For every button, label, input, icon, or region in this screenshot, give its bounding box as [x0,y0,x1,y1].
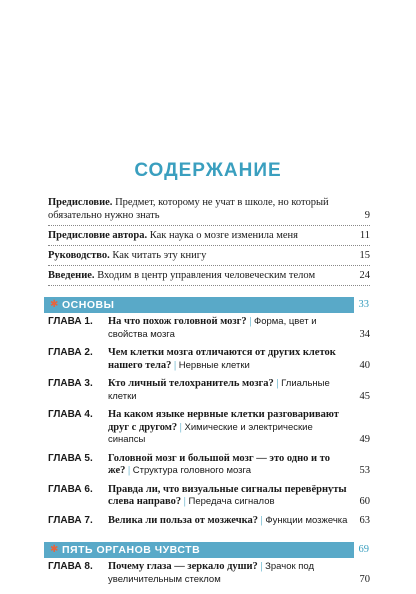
toc-entry-preface[interactable] [48,196,370,222]
divider [48,285,370,286]
separator-bar: | [276,378,279,389]
chapter-label: ГЛАВА 5. [48,452,93,464]
chapter-page: 34 [359,328,370,340]
separator-bar: | [260,561,263,572]
chapter-label: ГЛАВА 4. [48,409,93,420]
star-icon: ✱ [50,299,59,310]
chapter-subtitle: Глиальные клетки [108,378,330,402]
chapter-title: Правда ли, что визуальные сигналы перевёрнуты слева направо? [108,483,347,507]
chapter-entry[interactable] [48,406,370,450]
chapter-title: Кто личный телохранитель мозга? [108,378,274,389]
chapter-label: ГЛАВА 1. [48,316,93,327]
separator-bar: | [174,359,177,371]
entry-label: Предисловие автора. [48,230,148,241]
table-of-contents [48,196,370,589]
toc-entry-guide[interactable] [48,249,370,262]
section-page: 33 [354,297,375,313]
separator-bar: | [179,421,182,433]
entry-label: Предисловие. [48,197,113,208]
chapter-title: На каком языке нервные клетки разговаривают друг с другом? [108,409,339,433]
chapter-label: ГЛАВА 8. [48,561,93,572]
entry-page: 11 [359,230,370,241]
chapter-subtitle: Передача сигналов [188,496,275,507]
entry-label: Введение. [48,270,95,281]
separator-bar: | [128,465,131,476]
chapter-subtitle: Структура головного мозга [132,465,252,476]
chapter-subtitle: Зрачок под увеличительным стеклом [108,561,315,585]
toc-entry-introduction[interactable] [48,269,370,282]
chapter-label: ГЛАВА 7. [48,514,93,526]
chapter-page: 49 [359,434,370,445]
divider [48,225,370,226]
toc-entry-author-preface[interactable] [48,229,370,242]
intro-list [48,196,370,286]
chapter-title: Почему глаза — зеркало души? [108,561,258,572]
chapter-subtitle: Нервные клетки [178,359,250,371]
section-page: 69 [354,542,375,558]
chapter-entry[interactable] [48,313,370,344]
divider [48,245,370,246]
chapter-title: Велика ли польза от мозжечка? [108,514,259,526]
section-name: ПЯТЬ ОРГАНОВ ЧУВСТВ [62,544,201,556]
chapter-subtitle: Функции мозжечка [265,514,348,526]
chapter-subtitle: Форма, цвет и свойства мозга [108,316,317,340]
separator-bar: | [249,316,252,327]
chapter-page: 70 [359,573,370,585]
entry-page: 9 [364,210,370,221]
entry-text: Предмет, которому не учат в школе, но который обязательно нужно знать [48,197,329,221]
entry-page: 24 [359,270,370,281]
section-name: ОСНОВЫ [62,299,115,311]
chapter-page: 40 [359,359,370,371]
chapter-label: ГЛАВА 2. [48,347,93,358]
chapter-label: ГЛАВА 3. [48,378,93,389]
chapter-entry[interactable] [48,558,370,589]
page-title: СОДЕРЖАНИЕ [134,160,282,181]
chapter-entry[interactable] [48,375,370,406]
chapter-page: 63 [359,514,370,526]
section-header-basics[interactable] [44,297,374,313]
chapter-entry[interactable] [48,344,370,375]
chapter-entry[interactable] [48,450,370,481]
entry-text: Входим в центр управления человеческим телом [97,270,316,281]
section-header-five-senses[interactable] [44,542,374,558]
chapter-page: 45 [359,390,370,402]
divider [48,265,370,266]
separator-bar: | [260,514,263,526]
entry-text: Как наука о мозге изменила меня [149,230,299,241]
entry-page: 15 [359,250,370,261]
chapter-subtitle: Химические и электрические синапсы [108,421,313,445]
entry-label: Руководство. [48,250,110,261]
chapter-title: Головной мозг и большой мозг — это одно и то же? [108,452,330,476]
chapter-label: ГЛАВА 6. [48,483,93,495]
chapter-title: На что похож головной мозг? [108,316,247,327]
chapter-entry[interactable] [48,481,370,512]
chapter-page: 53 [359,465,370,476]
chapter-entry[interactable] [48,512,370,531]
star-icon: ✱ [50,544,59,555]
chapter-title: Чем клетки мозга отличаются от других клеток нашего тела? [108,347,336,371]
separator-bar: | [183,496,186,507]
chapter-page: 60 [359,496,370,507]
entry-text: Как читать эту книгу [112,250,207,261]
